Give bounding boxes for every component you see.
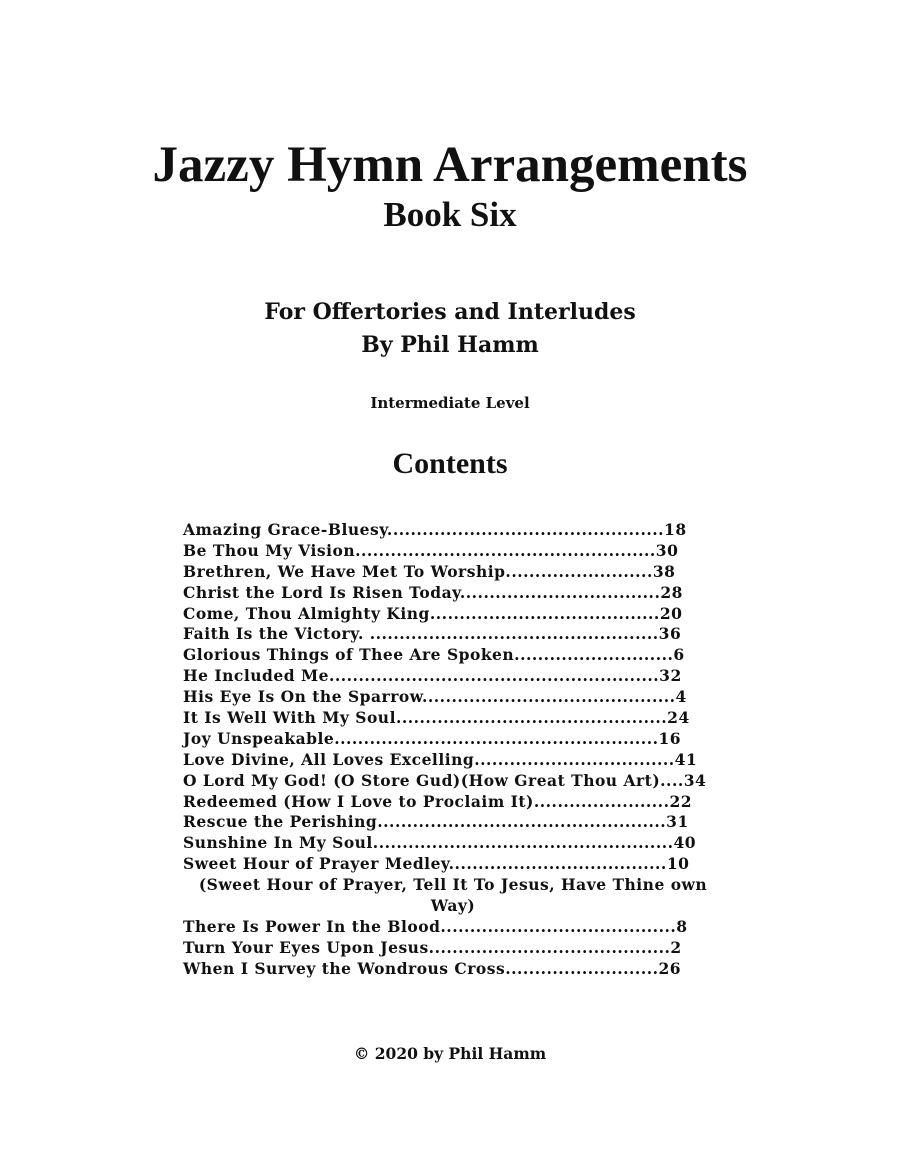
toc-entry: It Is Well With My Soul..............................................24 <box>183 708 690 728</box>
book-subtitle: Book Six <box>383 195 517 234</box>
toc-medley-note: (Sweet Hour of Prayer, Tell It To Jesus, Have Thine own Way) <box>198 875 708 916</box>
table-of-contents <box>183 520 723 980</box>
difficulty-level: Intermediate Level <box>370 394 530 412</box>
toc-entry: When I Survey the Wondrous Cross..........................26 <box>183 958 682 978</box>
toc-entry: He Included Me........................................................32 <box>183 666 682 686</box>
contents-heading: Contents <box>392 447 508 480</box>
toc-entry: Come, Thou Almighty King.......................................20 <box>183 603 683 623</box>
toc-entry: Rescue the Perishing.................................................31 <box>183 812 689 832</box>
toc-entry: Joy Unspeakable.......................................................16 <box>183 728 682 748</box>
book-title: Jazzy Hymn Arrangements <box>152 137 748 193</box>
toc-entry: Faith Is the Victory. .................................................36 <box>183 624 682 644</box>
toc-entry: Amazing Grace-Bluesy...............................................18 <box>183 520 687 539</box>
toc-entry: Turn Your Eyes Upon Jesus.........................................2 <box>183 937 682 957</box>
toc-entry: O Lord My God! (O Store Gud)(How Great Thou Art)....34 <box>183 770 707 790</box>
book-author: By Phil Hamm <box>361 332 539 358</box>
toc-entry: His Eye Is On the Sparrow...........................................4 <box>183 687 687 707</box>
toc-entry: Glorious Things of Thee Are Spoken...........................6 <box>183 645 685 665</box>
toc-entry: Sweet Hour of Prayer Medley.....................................10 <box>183 854 690 874</box>
toc-entry: Christ the Lord Is Risen Today..................................28 <box>183 582 683 602</box>
toc-entry: Be Thou My Vision...................................................30 <box>183 540 679 560</box>
toc-entry: Brethren, We Have Met To Worship.........................38 <box>183 561 676 581</box>
book-purpose: For Offertories and Interludes <box>264 299 636 325</box>
toc-entry: Sunshine In My Soul...................................................40 <box>183 833 697 853</box>
toc-entry: Love Divine, All Loves Excelling..................................41 <box>183 749 698 769</box>
copyright-notice: © 2020 by Phil Hamm <box>353 1044 547 1063</box>
toc-entry: Redeemed (How I Love to Proclaim It).......................22 <box>183 791 693 811</box>
toc-entry: There Is Power In the Blood........................................8 <box>183 916 688 936</box>
